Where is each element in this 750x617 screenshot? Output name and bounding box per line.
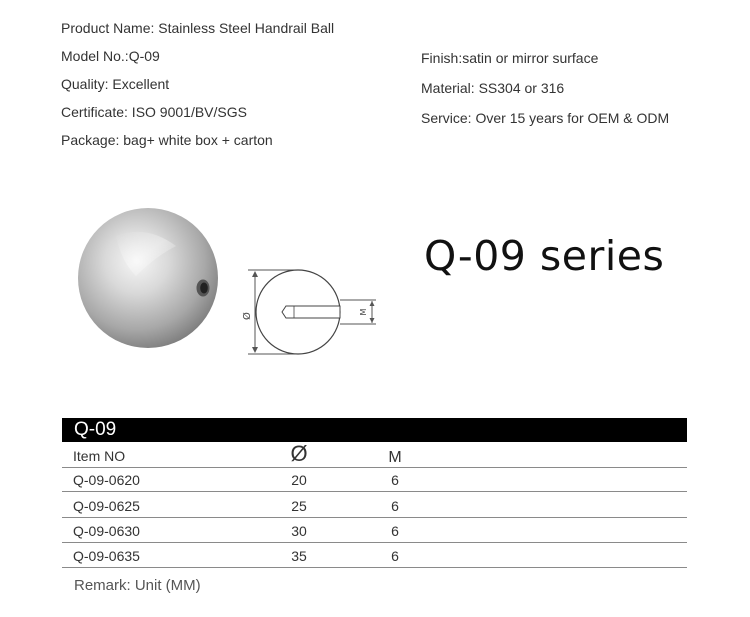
header-item-no: Item NO: [73, 448, 126, 464]
row-divider: [62, 542, 687, 543]
spec-finish: Finish:satin or mirror surface: [421, 50, 599, 66]
table-row: [62, 519, 687, 543]
spec-material: Material: SS304 or 316: [421, 80, 565, 96]
row-divider: [62, 517, 687, 518]
table-header-row: [62, 441, 687, 468]
cell-item-no: Q-09-0620: [73, 472, 140, 488]
spec-package: Package: bag+ white box + carton: [61, 132, 273, 148]
row-divider: [62, 567, 687, 568]
spec-model-no: Model No.:Q-09: [61, 48, 160, 64]
table-title-bar: Q-09: [62, 418, 687, 442]
cell-diameter: 20: [291, 472, 307, 488]
thread-label: M: [359, 308, 368, 316]
cell-diameter: 35: [291, 548, 307, 564]
cell-item-no: Q-09-0630: [73, 523, 140, 539]
cell-item-no: Q-09-0635: [73, 548, 140, 564]
cell-m: 6: [391, 472, 399, 488]
table-row: [62, 468, 687, 492]
spec-product-name: Product Name: Stainless Steel Handrail Ball: [61, 20, 335, 36]
spec-service: Service: Over 15 years for OEM & ODM: [421, 110, 670, 126]
table-row: [62, 544, 687, 568]
header-diameter: Ø: [290, 441, 308, 466]
cell-m: 6: [391, 498, 399, 514]
cell-diameter: 25: [291, 498, 307, 514]
spec-quality: Quality: Excellent: [61, 76, 170, 92]
technical-drawing: [238, 262, 378, 362]
cell-m: 6: [391, 523, 399, 539]
header-m: M: [388, 449, 402, 466]
spec-certificate: Certificate: ISO 9001/BV/SGS: [61, 104, 247, 120]
cell-diameter: 30: [291, 523, 307, 539]
series-title: Q-09 series: [424, 232, 665, 280]
handrail-ball-image: [76, 206, 220, 350]
cell-m: 6: [391, 548, 399, 564]
cell-item-no: Q-09-0625: [73, 498, 140, 514]
diameter-symbol: Ø: [242, 312, 253, 320]
table-row: [62, 494, 687, 518]
remark-text: Remark: Unit (MM): [74, 577, 201, 594]
row-divider: [62, 491, 687, 492]
